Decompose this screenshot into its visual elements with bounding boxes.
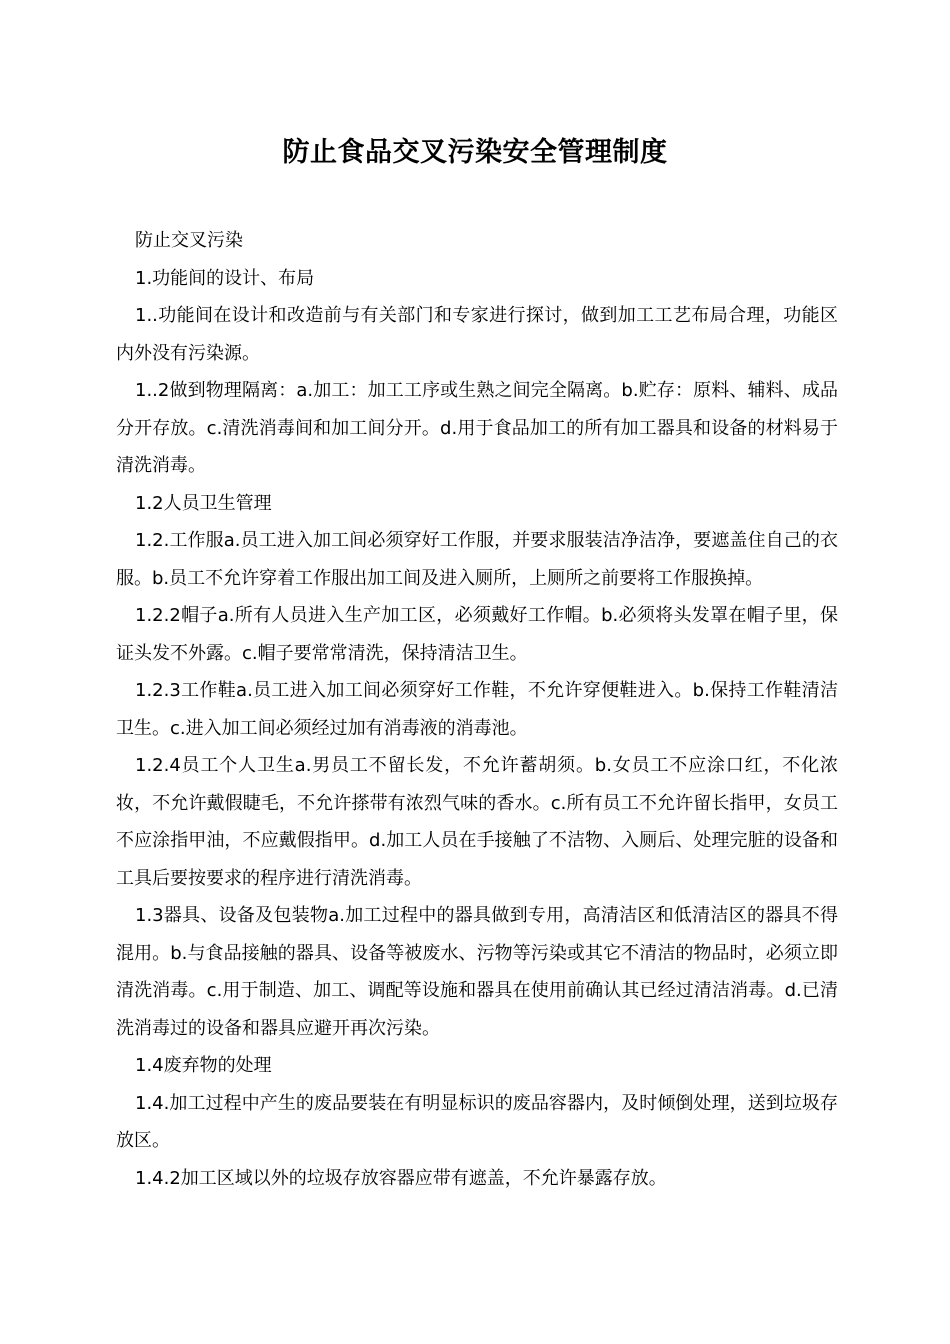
- paragraph-section-1-4-heading: 1.4废弃物的处理: [135, 1055, 272, 1076]
- paragraph-section-1-2-heading: 1.2人员卫生管理: [135, 492, 272, 514]
- document-body: [116, 222, 838, 1197]
- paragraph-intro: 防止交叉污染: [135, 230, 243, 251]
- paragraph-1-2-4: 1.2.4员工个人卫生a.男员工不留长发，不允许蓄胡须。b.女员工不应涂口红，不化浓妆，不允许戴假睫毛，不允许搽带有浓烈气味的香水。c.所有员工不允许留长指甲，女员工不应涂指甲油，不应戴假指甲。d.加工人员在手接触了不洁物、入厕后、处理完脏的设备和工具后要按要求的程序进行清洗消毒。: [116, 755, 838, 889]
- paragraph-1-2-2: 1.2.2帽子a.所有人员进入生产加工区，必须戴好工作帽。b.必须将头发罩在帽子里，保证头发不外露。c.帽子要常常清洗，保持清洁卫生。: [116, 605, 838, 664]
- paragraph-1-2-1: 1.2.工作服a.员工进入加工间必须穿好工作服，并要求服装洁净洁净，要遮盖住自己的衣服。b.员工不允许穿着工作服出加工间及进入厕所，上厕所之前要将工作服换掉。: [116, 530, 838, 589]
- paragraph-1-3: 1.3器具、设备及包装物a.加工过程中的器具做到专用，高清洁区和低清洁区的器具不得混用。b.与食品接触的器具、设备等被废水、污物等污染或其它不清洁的物品时，必须立即清洗消毒。c.用于制造、加工、调配等设施和器具在使用前确认其已经过清洁消毒。d.已清洗消毒过的设备和器具应避开再次污染。: [116, 905, 838, 1039]
- paragraph-1-1-2: 1..2做到物理隔离：a.加工：加工工序或生熟之间完全隔离。b.贮存：原料、辅料、成品分开存放。c.清洗消毒间和加工间分开。d.用于食品加工的所有加工器具和设备的材料易于清洗消毒。: [116, 380, 838, 476]
- paragraph-section-1-heading: 1.功能间的设计、布局: [135, 267, 315, 289]
- paragraph-1-1: 1..功能间在设计和改造前与有关部门和专家进行探讨，做到加工工艺布局合理，功能区内外没有污染源。: [116, 305, 838, 364]
- paragraph-1-4-1: 1.4.加工过程中产生的废品要装在有明显标识的废品容器内，及时倾倒处理，送到垃圾存放区。: [116, 1092, 838, 1151]
- document-title: 防止食品交叉污染安全管理制度: [282, 137, 668, 168]
- paragraph-1-4-2: 1.4.2加工区域以外的垃圾存放容器应带有遮盖，不允许暴露存放。: [135, 1167, 667, 1189]
- paragraph-1-2-3: 1.2.3工作鞋a.员工进入加工间必须穿好工作鞋，不允许穿便鞋进入。b.保持工作鞋清洁卫生。c.进入加工间必须经过加有消毒液的消毒池。: [116, 680, 838, 739]
